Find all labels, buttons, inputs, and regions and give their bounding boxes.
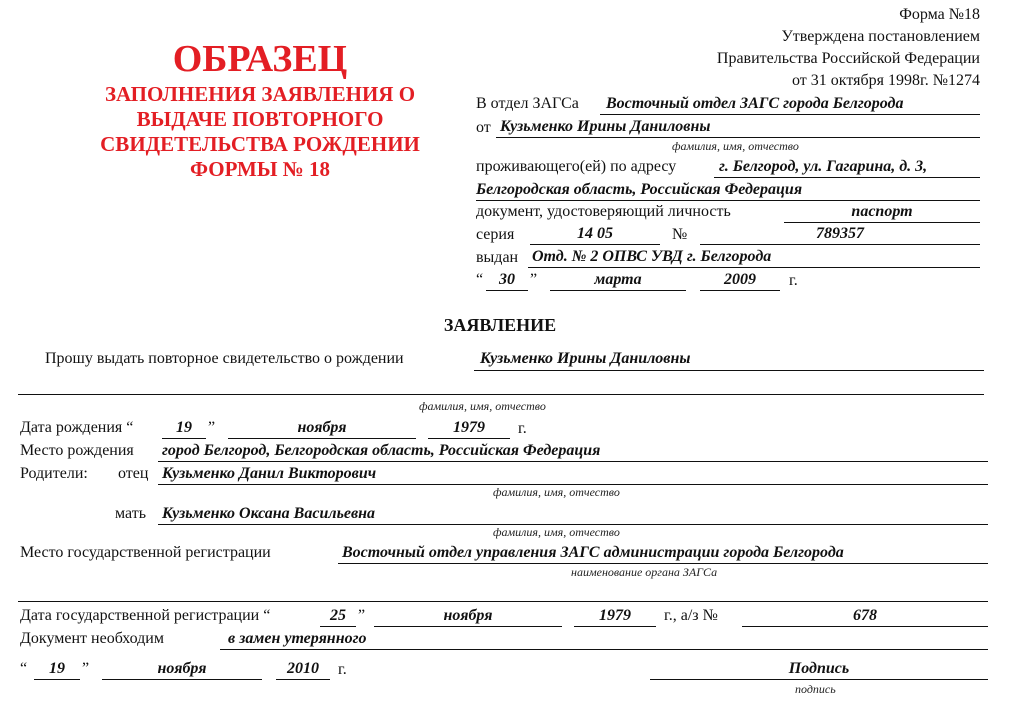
sign-date-month: ноября bbox=[157, 660, 207, 677]
registration-place-value: Восточный отдел управления ЗАГС администрации города Белгорода bbox=[342, 544, 844, 561]
request-underline bbox=[474, 370, 984, 371]
header-date-year-suffix: г. bbox=[789, 272, 798, 289]
sample-subtitle-line-4: ФОРМЫ № 18 bbox=[189, 157, 331, 181]
registration-date-year: 1979 bbox=[599, 607, 631, 624]
sign-date-year-suffix: г. bbox=[338, 661, 347, 678]
header-date-year: 2009 bbox=[724, 271, 756, 288]
to-underline bbox=[600, 114, 980, 115]
birth-date-year-underline bbox=[428, 438, 510, 439]
birth-date-year: 1979 bbox=[453, 419, 485, 436]
record-number-value: 678 bbox=[853, 607, 877, 624]
series-underline bbox=[530, 244, 660, 245]
header-date-month: марта bbox=[594, 271, 642, 288]
approval-line-2: Правительства Российской Федерации bbox=[716, 50, 980, 67]
to-label: В отдел ЗАГСа bbox=[476, 95, 579, 112]
approval-line-1: Утверждена постановлением bbox=[781, 28, 980, 45]
birth-place-underline bbox=[158, 461, 988, 462]
from-hint: фамилия, имя, отчество bbox=[672, 139, 799, 153]
number-value: 789357 bbox=[816, 225, 864, 242]
number-label: № bbox=[672, 226, 688, 243]
sample-subtitle-line-1: ЗАПОЛНЕНИЯ ЗАЯВЛЕНИЯ О bbox=[104, 82, 416, 106]
header-date-open-quote: “ bbox=[476, 271, 484, 288]
purpose-label: Документ необходим bbox=[20, 630, 164, 647]
sign-date-day: 19 bbox=[49, 660, 65, 677]
registration-place-underline bbox=[338, 563, 988, 564]
series-label: серия bbox=[476, 226, 515, 243]
purpose-value: в замен утерянного bbox=[228, 630, 367, 647]
issued-underline bbox=[528, 267, 980, 268]
address-value-1: г. Белгород, ул. Гагарина, д. 3, bbox=[719, 158, 928, 175]
birth-date-close-quote: ” bbox=[208, 419, 216, 436]
registration-date-month: ноября bbox=[443, 607, 493, 624]
request-underline-2 bbox=[18, 394, 984, 395]
sign-date-day-underline bbox=[34, 679, 80, 680]
record-number-underline bbox=[742, 626, 988, 627]
address-value-2: Белгородская область, Российская Федерация bbox=[476, 181, 803, 198]
from-underline bbox=[496, 137, 980, 138]
issued-label: выдан bbox=[476, 249, 519, 266]
birth-date-day: 19 bbox=[176, 419, 192, 436]
sign-date-month-underline bbox=[102, 679, 262, 680]
issued-value: Отд. № 2 ОПВС УВД г. Белгорода bbox=[532, 248, 772, 265]
birth-date-year-suffix: г. bbox=[518, 420, 527, 437]
sample-subtitle-line-2: ВЫДАЧЕ ПОВТОРНОГО bbox=[136, 107, 384, 131]
address-underline-1 bbox=[714, 177, 980, 178]
request-value: Кузьменко Ирины Даниловны bbox=[480, 350, 691, 367]
registration-date-label: Дата государственной регистрации “ bbox=[20, 607, 271, 624]
request-label: Прошу выдать повторное свидетельство о рождении bbox=[45, 350, 404, 367]
sign-date-close-quote: ” bbox=[82, 660, 90, 677]
registration-date-close-quote: ” bbox=[358, 607, 366, 624]
mother-value: Кузьменко Оксана Васильевна bbox=[162, 505, 376, 522]
father-value: Кузьменко Данил Викторович bbox=[162, 465, 377, 482]
mother-hint: фамилия, имя, отчество bbox=[493, 525, 620, 539]
address-label: проживающего(ей) по адресу bbox=[476, 158, 677, 175]
from-label: от bbox=[476, 119, 491, 136]
sign-date-open-quote: “ bbox=[20, 660, 28, 677]
sample-subtitle-line-3: СВИДЕТЕЛЬСТВА РОЖДЕНИИ bbox=[100, 132, 420, 156]
from-value: Кузьменко Ирины Даниловны bbox=[500, 118, 711, 135]
number-underline bbox=[700, 244, 980, 245]
sign-date-year: 2010 bbox=[287, 660, 319, 677]
birth-date-month: ноября bbox=[297, 419, 347, 436]
approval-line-3: от 31 октября 1998г. №1274 bbox=[791, 72, 980, 89]
header-date-day-underline bbox=[486, 290, 528, 291]
birth-place-label: Место рождения bbox=[20, 442, 134, 459]
series-value: 14 05 bbox=[577, 225, 613, 242]
birth-place-value: город Белгород, Белгородская область, Российская Федерация bbox=[162, 442, 601, 459]
registration-place-underline-2 bbox=[18, 601, 988, 602]
sample-title: ОБРАЗЕЦ bbox=[172, 38, 348, 80]
form-number: Форма №18 bbox=[899, 6, 980, 23]
registration-place-hint: наименование органа ЗАГСа bbox=[571, 565, 718, 579]
sign-date-year-underline bbox=[276, 679, 330, 680]
registration-date-suffix: г., а/з № bbox=[664, 607, 718, 624]
registration-place-label: Место государственной регистрации bbox=[20, 544, 271, 561]
header-date-month-underline bbox=[550, 290, 686, 291]
registration-date-day-underline bbox=[320, 626, 356, 627]
father-label: отец bbox=[118, 465, 149, 482]
header-date-close-quote: ” bbox=[530, 271, 538, 288]
registration-date-month-underline bbox=[374, 626, 562, 627]
doc-underline bbox=[784, 222, 980, 223]
to-value: Восточный отдел ЗАГС города Белгорода bbox=[606, 95, 904, 112]
doc-label: документ, удостоверяющий личность bbox=[476, 203, 731, 220]
header-date-year-underline bbox=[700, 290, 780, 291]
signature-value: Подпись bbox=[788, 660, 850, 677]
header-date-day: 30 bbox=[499, 271, 515, 288]
doc-value: паспорт bbox=[851, 203, 913, 220]
father-hint: фамилия, имя, отчество bbox=[493, 485, 620, 499]
parents-label: Родители: bbox=[20, 465, 88, 482]
address-underline-2 bbox=[476, 200, 980, 201]
registration-date-day: 25 bbox=[330, 607, 346, 624]
birth-date-day-underline bbox=[162, 438, 206, 439]
statement-heading: ЗАЯВЛЕНИЕ bbox=[443, 315, 557, 335]
purpose-underline bbox=[220, 649, 988, 650]
birth-date-month-underline bbox=[228, 438, 416, 439]
signature-underline bbox=[650, 679, 988, 680]
request-hint: фамилия, имя, отчество bbox=[419, 399, 546, 413]
mother-label: мать bbox=[115, 505, 146, 522]
registration-date-year-underline bbox=[574, 626, 656, 627]
birth-date-label: Дата рождения “ bbox=[20, 419, 134, 436]
signature-hint: подпись bbox=[795, 682, 836, 696]
